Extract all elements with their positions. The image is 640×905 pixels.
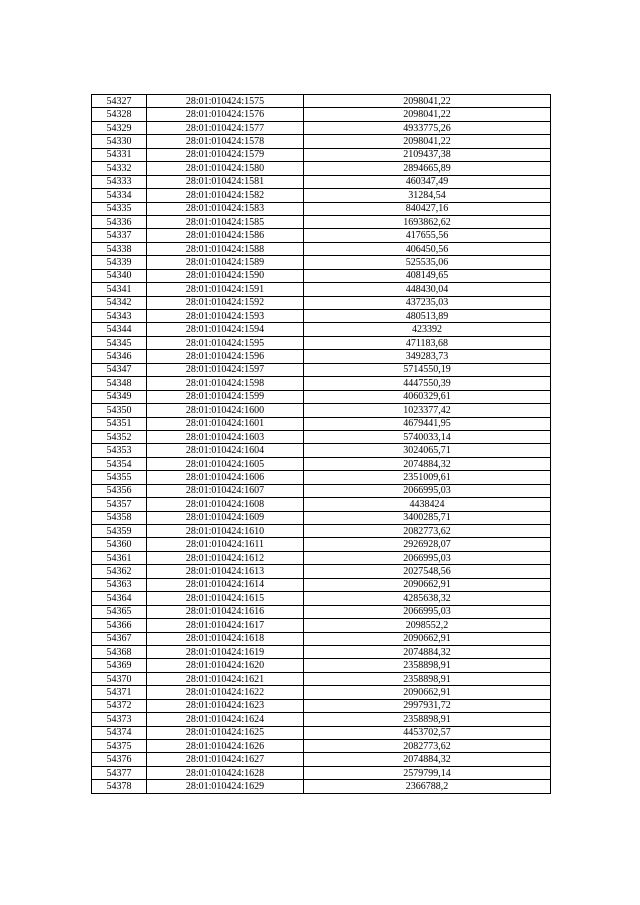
table-row [92,242,551,255]
cadastral-number-cell: 28:01:010424:1601 [147,417,304,430]
cadastral-number-cell: 28:01:010424:1626 [147,740,304,753]
table-row [92,551,551,564]
row-number-cell: 54352 [92,430,147,443]
cadastral-value-cell: 4453702,57 [304,726,551,739]
cadastral-value-cell: 2090662,91 [304,578,551,591]
cadastral-number-cell: 28:01:010424:1594 [147,323,304,336]
cadastral-value-cell: 2074884,32 [304,645,551,658]
cadastral-value-cell: 2098041,22 [304,108,551,121]
row-number-cell: 54364 [92,592,147,605]
row-number-cell: 54359 [92,525,147,538]
cadastral-number-cell: 28:01:010424:1577 [147,121,304,134]
row-number-cell: 54346 [92,350,147,363]
row-number-cell: 54370 [92,672,147,685]
cadastral-value-cell: 2997931,72 [304,699,551,712]
table-row [92,632,551,645]
cadastral-value-cell: 480513,89 [304,310,551,323]
cadastral-value-cell: 2098041,22 [304,95,551,108]
cadastral-number-cell: 28:01:010424:1582 [147,189,304,202]
cadastral-value-cell: 2082773,62 [304,525,551,538]
cadastral-value-cell: 1023377,42 [304,404,551,417]
cadastral-number-cell: 28:01:010424:1592 [147,296,304,309]
row-number-cell: 54330 [92,135,147,148]
row-number-cell: 54354 [92,457,147,470]
table-row [92,363,551,376]
row-number-cell: 54366 [92,619,147,632]
cadastral-number-cell: 28:01:010424:1593 [147,310,304,323]
cadastral-number-cell: 28:01:010424:1607 [147,484,304,497]
cadastral-number-cell: 28:01:010424:1623 [147,699,304,712]
table-row [92,484,551,497]
cadastral-value-cell: 4679441,95 [304,417,551,430]
table-row [92,713,551,726]
table-row [92,189,551,202]
table-row [92,672,551,685]
table-row [92,780,551,793]
row-number-cell: 54335 [92,202,147,215]
cadastral-value-cell: 2066995,03 [304,605,551,618]
cadastral-number-cell: 28:01:010424:1611 [147,538,304,551]
cadastral-value-cell: 2066995,03 [304,484,551,497]
row-number-cell: 54328 [92,108,147,121]
table-row [92,323,551,336]
cadastral-number-cell: 28:01:010424:1625 [147,726,304,739]
cadastral-number-cell: 28:01:010424:1618 [147,632,304,645]
table-row [92,148,551,161]
cadastral-number-cell: 28:01:010424:1597 [147,363,304,376]
cadastral-value-cell: 423392 [304,323,551,336]
row-number-cell: 54357 [92,498,147,511]
cadastral-value-cell: 840427,16 [304,202,551,215]
cadastral-value-cell: 460347,49 [304,175,551,188]
cadastral-number-cell: 28:01:010424:1621 [147,672,304,685]
row-number-cell: 54342 [92,296,147,309]
cadastral-value-cell: 2358898,91 [304,672,551,685]
cadastral-number-cell: 28:01:010424:1615 [147,592,304,605]
cadastral-value-cell: 2074884,32 [304,457,551,470]
table-row [92,592,551,605]
table-row [92,686,551,699]
table-row [92,430,551,443]
cadastral-number-cell: 28:01:010424:1578 [147,135,304,148]
table-row [92,726,551,739]
row-number-cell: 54371 [92,686,147,699]
cadastral-number-cell: 28:01:010424:1614 [147,578,304,591]
cadastral-value-table [91,94,551,794]
table-row [92,215,551,228]
cadastral-value-cell: 2082773,62 [304,740,551,753]
table-row [92,390,551,403]
row-number-cell: 54348 [92,377,147,390]
row-number-cell: 54334 [92,189,147,202]
document-page [91,94,550,794]
table-row [92,256,551,269]
row-number-cell: 54372 [92,699,147,712]
table-row [92,645,551,658]
row-number-cell: 54367 [92,632,147,645]
cadastral-number-cell: 28:01:010424:1591 [147,283,304,296]
row-number-cell: 54341 [92,283,147,296]
cadastral-number-cell: 28:01:010424:1580 [147,162,304,175]
row-number-cell: 54345 [92,336,147,349]
table-row [92,605,551,618]
table-row [92,538,551,551]
row-number-cell: 54338 [92,242,147,255]
table-row [92,659,551,672]
cadastral-value-cell: 2090662,91 [304,686,551,699]
table-row [92,336,551,349]
table-row [92,525,551,538]
table-row [92,498,551,511]
row-number-cell: 54349 [92,390,147,403]
table-row [92,565,551,578]
cadastral-number-cell: 28:01:010424:1605 [147,457,304,470]
cadastral-number-cell: 28:01:010424:1589 [147,256,304,269]
table-row [92,175,551,188]
table-row [92,310,551,323]
row-number-cell: 54378 [92,780,147,793]
cadastral-number-cell: 28:01:010424:1629 [147,780,304,793]
table-row [92,740,551,753]
table-row [92,417,551,430]
cadastral-number-cell: 28:01:010424:1610 [147,525,304,538]
cadastral-value-cell: 406450,56 [304,242,551,255]
row-number-cell: 54355 [92,471,147,484]
cadastral-number-cell: 28:01:010424:1598 [147,377,304,390]
row-number-cell: 54329 [92,121,147,134]
table-row [92,350,551,363]
cadastral-number-cell: 28:01:010424:1599 [147,390,304,403]
cadastral-value-cell: 2366788,2 [304,780,551,793]
table-row [92,202,551,215]
table-row [92,95,551,108]
row-number-cell: 54353 [92,444,147,457]
row-number-cell: 54375 [92,740,147,753]
cadastral-value-cell: 417655,56 [304,229,551,242]
cadastral-value-cell: 3024065,71 [304,444,551,457]
table-row [92,269,551,282]
table-row [92,619,551,632]
cadastral-number-cell: 28:01:010424:1590 [147,269,304,282]
table-row [92,699,551,712]
cadastral-number-cell: 28:01:010424:1628 [147,766,304,779]
cadastral-number-cell: 28:01:010424:1603 [147,430,304,443]
cadastral-number-cell: 28:01:010424:1606 [147,471,304,484]
row-number-cell: 54356 [92,484,147,497]
cadastral-value-cell: 2894665,89 [304,162,551,175]
cadastral-number-cell: 28:01:010424:1608 [147,498,304,511]
cadastral-value-cell: 525535,06 [304,256,551,269]
cadastral-number-cell: 28:01:010424:1585 [147,215,304,228]
cadastral-number-cell: 28:01:010424:1620 [147,659,304,672]
cadastral-value-cell: 2926928,07 [304,538,551,551]
cadastral-value-cell: 1693862,62 [304,215,551,228]
cadastral-number-cell: 28:01:010424:1576 [147,108,304,121]
cadastral-value-cell: 2358898,91 [304,659,551,672]
cadastral-value-cell: 2098041,22 [304,135,551,148]
row-number-cell: 54358 [92,511,147,524]
row-number-cell: 54376 [92,753,147,766]
cadastral-value-cell: 408149,65 [304,269,551,282]
table-row [92,471,551,484]
cadastral-number-cell: 28:01:010424:1617 [147,619,304,632]
table-row [92,108,551,121]
table-row [92,377,551,390]
row-number-cell: 54373 [92,713,147,726]
row-number-cell: 54350 [92,404,147,417]
cadastral-value-cell: 2090662,91 [304,632,551,645]
cadastral-number-cell: 28:01:010424:1609 [147,511,304,524]
cadastral-value-cell: 2066995,03 [304,551,551,564]
cadastral-value-cell: 4447550,39 [304,377,551,390]
cadastral-number-cell: 28:01:010424:1616 [147,605,304,618]
cadastral-value-cell: 4933775,26 [304,121,551,134]
row-number-cell: 54361 [92,551,147,564]
table-row [92,753,551,766]
cadastral-number-cell: 28:01:010424:1624 [147,713,304,726]
cadastral-value-cell: 4060329,61 [304,390,551,403]
row-number-cell: 54336 [92,215,147,228]
cadastral-number-cell: 28:01:010424:1622 [147,686,304,699]
cadastral-number-cell: 28:01:010424:1604 [147,444,304,457]
cadastral-value-cell: 4285638,32 [304,592,551,605]
cadastral-number-cell: 28:01:010424:1575 [147,95,304,108]
row-number-cell: 54360 [92,538,147,551]
row-number-cell: 54337 [92,229,147,242]
row-number-cell: 54368 [92,645,147,658]
row-number-cell: 54362 [92,565,147,578]
cadastral-value-cell: 2579799,14 [304,766,551,779]
table-row [92,296,551,309]
cadastral-number-cell: 28:01:010424:1613 [147,565,304,578]
cadastral-number-cell: 28:01:010424:1600 [147,404,304,417]
row-number-cell: 54365 [92,605,147,618]
row-number-cell: 54374 [92,726,147,739]
table-row [92,578,551,591]
row-number-cell: 54363 [92,578,147,591]
row-number-cell: 54333 [92,175,147,188]
cadastral-value-cell: 2074884,32 [304,753,551,766]
cadastral-value-cell: 5740033,14 [304,430,551,443]
row-number-cell: 54351 [92,417,147,430]
table-row [92,121,551,134]
row-number-cell: 54332 [92,162,147,175]
row-number-cell: 54377 [92,766,147,779]
table-row [92,766,551,779]
cadastral-value-cell: 4438424 [304,498,551,511]
cadastral-number-cell: 28:01:010424:1627 [147,753,304,766]
row-number-cell: 54327 [92,95,147,108]
cadastral-value-cell: 2358898,91 [304,713,551,726]
row-number-cell: 54347 [92,363,147,376]
table-row [92,283,551,296]
row-number-cell: 54344 [92,323,147,336]
cadastral-number-cell: 28:01:010424:1588 [147,242,304,255]
cadastral-number-cell: 28:01:010424:1583 [147,202,304,215]
table-row [92,444,551,457]
cadastral-value-cell: 2098552,2 [304,619,551,632]
cadastral-number-cell: 28:01:010424:1612 [147,551,304,564]
table-row [92,457,551,470]
cadastral-value-cell: 471183,68 [304,336,551,349]
table-row [92,404,551,417]
cadastral-number-cell: 28:01:010424:1579 [147,148,304,161]
cadastral-value-cell: 3400285,71 [304,511,551,524]
cadastral-value-cell: 2351009,61 [304,471,551,484]
row-number-cell: 54369 [92,659,147,672]
table-row [92,511,551,524]
table-row [92,135,551,148]
row-number-cell: 54340 [92,269,147,282]
table-row [92,229,551,242]
table-row [92,162,551,175]
row-number-cell: 54343 [92,310,147,323]
cadastral-number-cell: 28:01:010424:1619 [147,645,304,658]
cadastral-number-cell: 28:01:010424:1586 [147,229,304,242]
cadastral-value-cell: 5714550,19 [304,363,551,376]
row-number-cell: 54331 [92,148,147,161]
cadastral-number-cell: 28:01:010424:1596 [147,350,304,363]
row-number-cell: 54339 [92,256,147,269]
cadastral-value-cell: 437235,03 [304,296,551,309]
cadastral-number-cell: 28:01:010424:1595 [147,336,304,349]
cadastral-number-cell: 28:01:010424:1581 [147,175,304,188]
cadastral-value-cell: 2109437,38 [304,148,551,161]
cadastral-value-cell: 349283,73 [304,350,551,363]
cadastral-value-cell: 2027548,56 [304,565,551,578]
table-body [92,95,551,794]
cadastral-value-cell: 448430,04 [304,283,551,296]
cadastral-value-cell: 31284,54 [304,189,551,202]
